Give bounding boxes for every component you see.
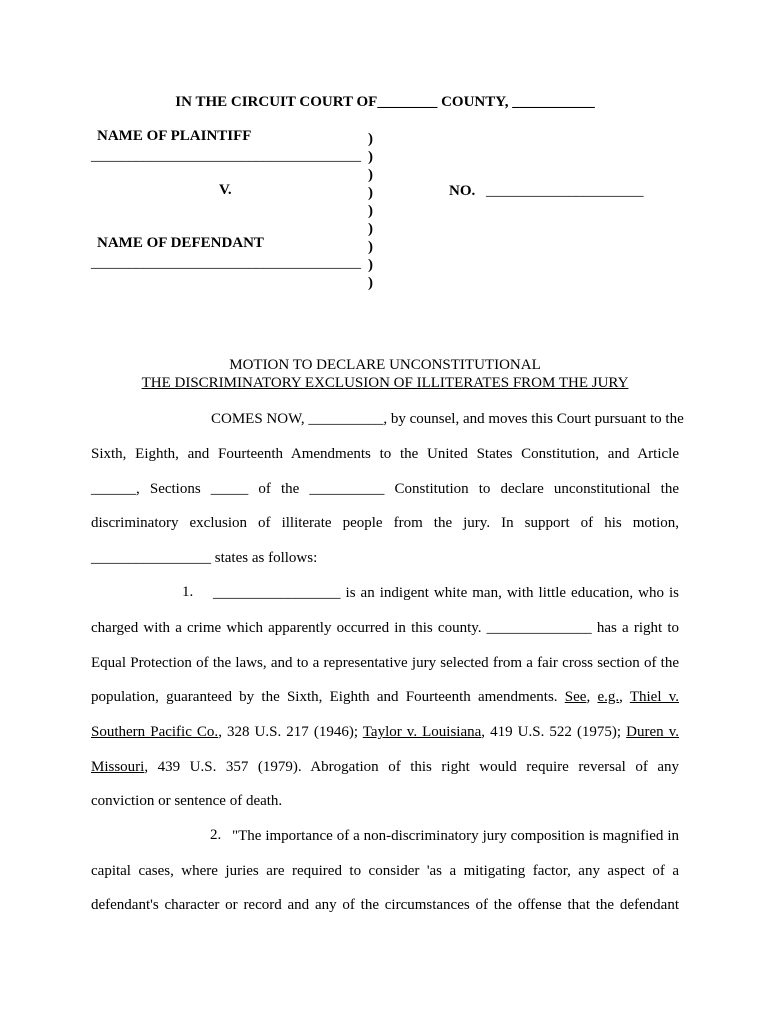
caption-paren: ) [368, 275, 373, 291]
intro-line: ______, Sections _____ of the __________ Constitution to declare unconstitutional the [91, 481, 679, 497]
caption-paren: ) [368, 239, 373, 255]
text-segment: , [586, 689, 598, 705]
paragraph-line [91, 688, 679, 706]
intro-line: COMES NOW, __________, by counsel, and moves this Court pursuant to the [211, 411, 684, 427]
case-number-blank: _____________________ [486, 183, 644, 199]
text-segment: , [619, 689, 630, 705]
case-name: Taylor v. Louisiana [362, 724, 482, 740]
case-name: Southern Pacific Co. [91, 724, 219, 740]
caption-paren: ) [368, 203, 373, 219]
intro-line: discriminatory exclusion of illiterate people from the jury. In support of his motion, [91, 515, 679, 531]
caption-paren: ) [368, 221, 373, 237]
caption-paren: ) [368, 185, 373, 201]
citation-signal: e.g. [597, 689, 620, 705]
caption-paren: ) [368, 131, 373, 147]
intro-line: ________________ states as follows: [91, 550, 318, 566]
paragraph-line: Equal Protection of the laws, and to a representative jury selected from a fair cross section of the [91, 655, 679, 671]
text-segment: , 328 U.S. 217 (1946); [218, 724, 363, 740]
paragraph-line: charged with a crime which apparently occurred in this county. ______________ has a right to [91, 620, 679, 636]
paragraph-line: _________________ is an indigent white man, with little education, who is [213, 585, 679, 601]
paragraph-line: conviction or sentence of death. [91, 793, 283, 809]
court-heading: IN THE CIRCUIT COURT OF________ COUNTY, ___________ [175, 94, 595, 110]
motion-title-line-2: THE DISCRIMINATORY EXCLUSION OF ILLITERATES FROM THE JURY [141, 375, 629, 391]
intro-line: Sixth, Eighth, and Fourteenth Amendments to the United States Constitution, and Article [91, 446, 679, 462]
paragraph-number: 2. [210, 827, 222, 843]
caption-paren: ) [368, 257, 373, 273]
paragraph-line [91, 723, 679, 741]
paragraph-number: 1. [182, 584, 194, 600]
case-name: Duren v. [626, 724, 679, 740]
paragraph-line: "The importance of a non-discriminatory jury composition is magnified in [232, 828, 679, 844]
caption-paren: ) [368, 167, 373, 183]
defendant-label: NAME OF DEFENDANT [97, 235, 264, 251]
text-segment: , 419 U.S. 522 (1975); [481, 724, 627, 740]
text-segment: , 439 U.S. 357 (1979). Abrogation of this right would require reversal of any [144, 759, 679, 775]
defendant-blank: ____________________________________ [91, 255, 361, 271]
citation-signal: See [564, 689, 587, 705]
paragraph-line: capital cases, where juries are required to consider 'as a mitigating factor, any aspect of a [91, 863, 679, 879]
paragraph-line: defendant's character or record and any of the circumstances of the offense that the defendant [91, 897, 679, 913]
text-segment: population, guaranteed by the Sixth, Eighth and Fourteenth amendments. [91, 689, 565, 705]
plaintiff-label: NAME OF PLAINTIFF [97, 128, 252, 144]
case-number-label: NO. [449, 183, 476, 199]
motion-title-line-1: MOTION TO DECLARE UNCONSTITUTIONAL [229, 357, 541, 373]
versus-label: V. [219, 182, 232, 198]
paragraph-line [91, 758, 679, 776]
caption-paren: ) [368, 149, 373, 165]
plaintiff-blank: ____________________________________ [91, 148, 361, 164]
case-name: Thiel v. [629, 689, 679, 705]
case-name: Missouri [91, 759, 145, 775]
